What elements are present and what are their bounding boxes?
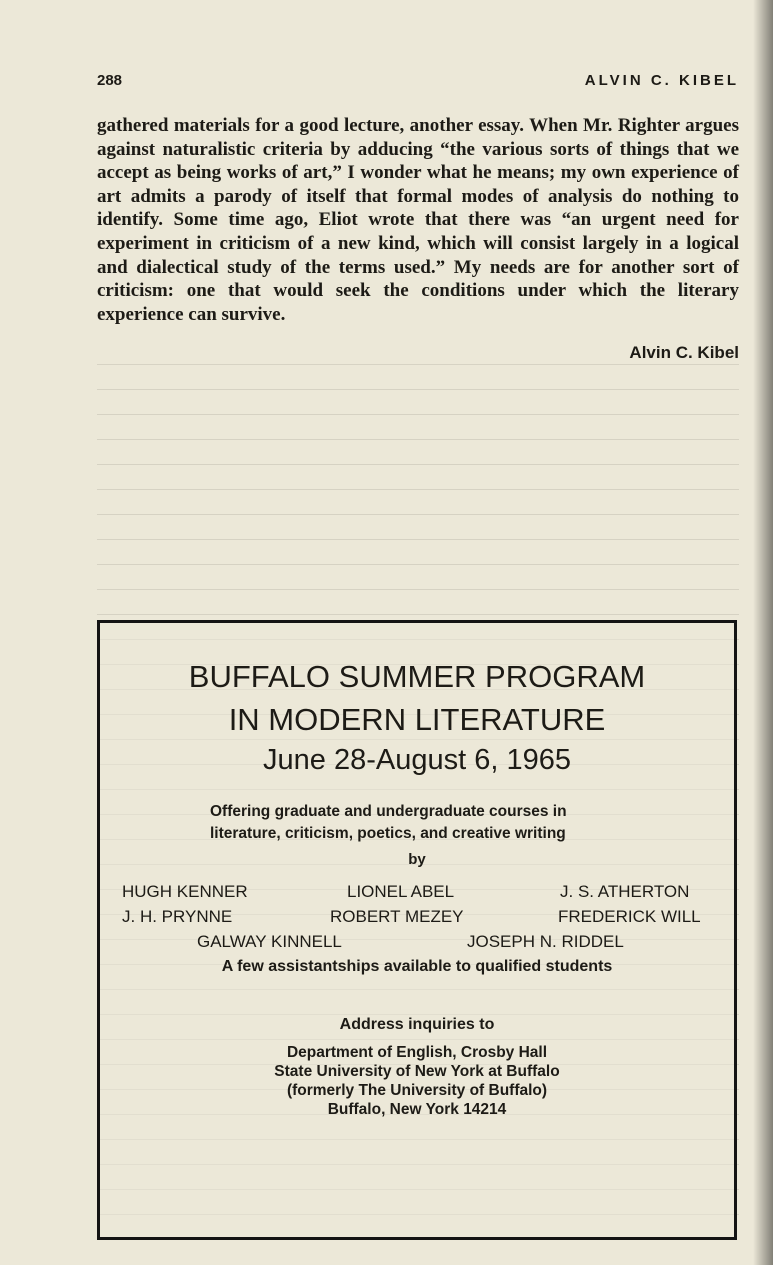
faculty-name: FREDERICK WILL	[558, 907, 701, 926]
book-spine-shadow	[753, 0, 773, 1265]
ad-title-line2: IN MODERN LITERATURE	[228, 702, 606, 737]
assistantships-note: A few assistantships available to qualified students	[221, 958, 613, 975]
faculty-list	[122, 879, 722, 954]
ad-by: by	[408, 851, 426, 868]
address-line: (formerly The University of Buffalo)	[286, 1082, 548, 1099]
running-head	[97, 72, 739, 94]
address-line: State University of New York at Buffalo	[274, 1063, 560, 1080]
ad-dates: June 28-August 6, 1965	[263, 744, 571, 776]
faculty-name: ROBERT MEZEY	[330, 907, 464, 926]
mailing-address	[100, 1043, 734, 1119]
body-paragraph: gathered materials for a good lecture, another essay. When Mr. Righter argues against naturalistic criteria by adducing “the various sorts of things that we accept as being works of art,” I wonder what he means; my own experience of art admits a parody of itself that formal modes of analysis do nothing to identify. Some time ago, Eliot wrote that there was “an urgent need for experiment in criticism of a new kind, which will consist largely in a logical and dialectical study of the terms used.” My needs are for another sort of criticism: one that would seek the conditions under which the literary experience can survive.	[97, 115, 739, 325]
faculty-name: JOSEPH N. RIDDEL	[467, 932, 624, 951]
ad-offering	[210, 801, 630, 845]
address-line: Department of English, Crosby Hall	[286, 1044, 548, 1061]
ad-title-line1: BUFFALO SUMMER PROGRAM	[188, 659, 646, 694]
page-number: 288	[97, 72, 123, 89]
running-head-author: ALVIN C. KIBEL	[584, 72, 739, 89]
faculty-name: LIONEL ABEL	[347, 882, 455, 901]
faculty-name: J. S. ATHERTON	[560, 882, 690, 901]
inquiries-label: Address inquiries to	[339, 1016, 495, 1033]
faculty-name: HUGH KENNER	[122, 882, 248, 901]
faculty-name: GALWAY KINNELL	[197, 932, 342, 951]
ad-offering-line1: Offering graduate and undergraduate courses in	[210, 803, 567, 820]
address-line: Buffalo, New York 14214	[327, 1101, 507, 1118]
faculty-name: J. H. PRYNNE	[122, 907, 233, 926]
program-advertisement	[97, 620, 737, 1240]
author-signature: Alvin C. Kibel	[629, 343, 739, 362]
ad-offering-line2: literature, criticism, poetics, and creative writing	[210, 825, 566, 842]
